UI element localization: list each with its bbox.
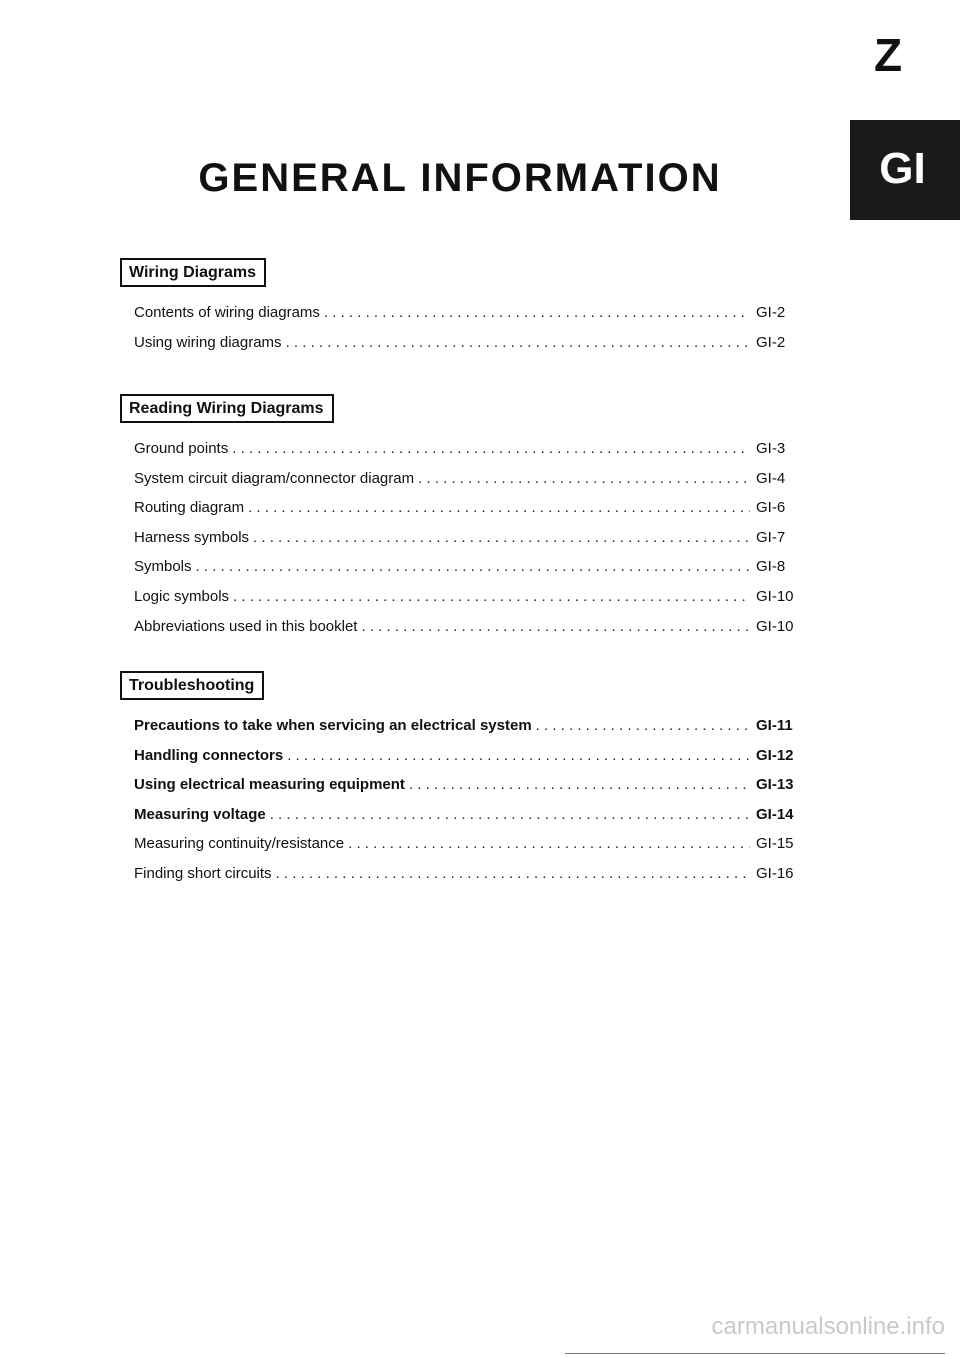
toc-entry-page: GI-16	[756, 864, 794, 882]
toc-entry[interactable]	[134, 587, 804, 617]
toc-entry-page: GI-13	[756, 776, 794, 794]
toc-entry-label: Using wiring diagrams	[134, 333, 282, 351]
toc-entry-page: GI-11	[756, 717, 793, 734]
dot-leader	[276, 864, 750, 884]
toc-entry-page: GI-10	[756, 617, 794, 635]
toc-list	[134, 303, 804, 362]
dot-leader	[361, 617, 750, 637]
toc-entry-page: GI-12	[756, 746, 794, 764]
toc-entry-page: GI-6	[756, 499, 786, 517]
toc-entry-page: GI-7	[756, 528, 786, 546]
dot-leader	[286, 333, 750, 353]
toc-entry-label: Abbreviations used in this booklet	[134, 617, 358, 635]
toc-entry[interactable]	[134, 303, 804, 333]
dot-leader	[196, 557, 750, 577]
toc-entry-page: GI-3	[756, 440, 786, 457]
dot-leader	[536, 716, 750, 736]
toc-entry-label: Handling connectors	[134, 746, 284, 764]
toc-entry-page: GI-10	[756, 587, 794, 605]
section-tab-label: GI	[879, 144, 926, 193]
toc-entry[interactable]	[134, 864, 804, 894]
toc-entry-page: GI-15	[756, 835, 794, 853]
dot-leader	[324, 303, 750, 323]
toc-list	[134, 716, 804, 894]
toc-entry-label: Precautions to take when servicing an electrical system	[134, 717, 532, 734]
toc-list	[134, 439, 804, 646]
page-title: GENERAL INFORMATION	[198, 156, 722, 200]
section-heading: Troubleshooting	[120, 671, 264, 700]
toc-entry-label: Harness symbols	[134, 528, 250, 546]
toc-entry-label: Logic symbols	[134, 587, 230, 605]
toc-entry[interactable]	[134, 469, 804, 499]
dot-leader	[287, 746, 750, 766]
toc-section-reading-wiring-diagrams	[120, 394, 820, 646]
toc-entry[interactable]	[134, 557, 804, 587]
section-heading: Wiring Diagrams	[120, 258, 266, 287]
toc-entry-label: Measuring voltage	[134, 805, 266, 823]
toc-entry[interactable]	[134, 498, 804, 528]
toc-entry-label: Measuring continuity/resistance	[134, 835, 345, 853]
toc-entry[interactable]	[134, 528, 804, 558]
toc-section-wiring-diagrams	[120, 258, 820, 362]
toc-entry-page: GI-2	[756, 333, 786, 351]
toc-entry[interactable]	[134, 775, 804, 805]
toc-entry-page: GI-2	[756, 304, 786, 321]
dot-leader	[233, 587, 750, 607]
toc-entry[interactable]	[134, 805, 804, 835]
watermark-url: carmanualsonline.info	[711, 1313, 945, 1340]
dot-leader	[409, 775, 750, 795]
toc-entry-label: Symbols	[134, 558, 192, 576]
dot-leader	[253, 528, 750, 548]
section-tab	[850, 120, 960, 220]
toc-entry-label: Contents of wiring diagrams	[134, 304, 320, 321]
dot-leader	[232, 439, 750, 459]
toc-entry-label: Using electrical measuring equipment	[134, 776, 405, 794]
dot-leader	[418, 469, 750, 489]
corner-section-letter: Z	[873, 29, 903, 81]
section-heading: Reading Wiring Diagrams	[120, 394, 334, 423]
toc-entry[interactable]	[134, 834, 804, 864]
toc-entry[interactable]	[134, 439, 804, 469]
toc-entry[interactable]	[134, 716, 804, 746]
toc-entry-label: System circuit diagram/connector diagram	[134, 469, 415, 487]
toc-entry[interactable]	[134, 617, 804, 647]
toc-entry-page: GI-8	[756, 558, 786, 576]
toc-entry-page: GI-14	[756, 805, 794, 823]
toc-entry[interactable]	[134, 746, 804, 776]
toc-entry-label: Finding short circuits	[134, 864, 272, 882]
toc-entry-page: GI-4	[756, 469, 786, 487]
dot-leader	[348, 834, 750, 854]
footer-divider	[565, 1353, 945, 1354]
toc-entry[interactable]	[134, 333, 804, 363]
toc-entry-label: Routing diagram	[134, 499, 245, 517]
toc-section-troubleshooting	[120, 671, 820, 894]
toc-entry-label: Ground points	[134, 440, 229, 457]
dot-leader	[248, 498, 750, 518]
dot-leader	[270, 805, 750, 825]
